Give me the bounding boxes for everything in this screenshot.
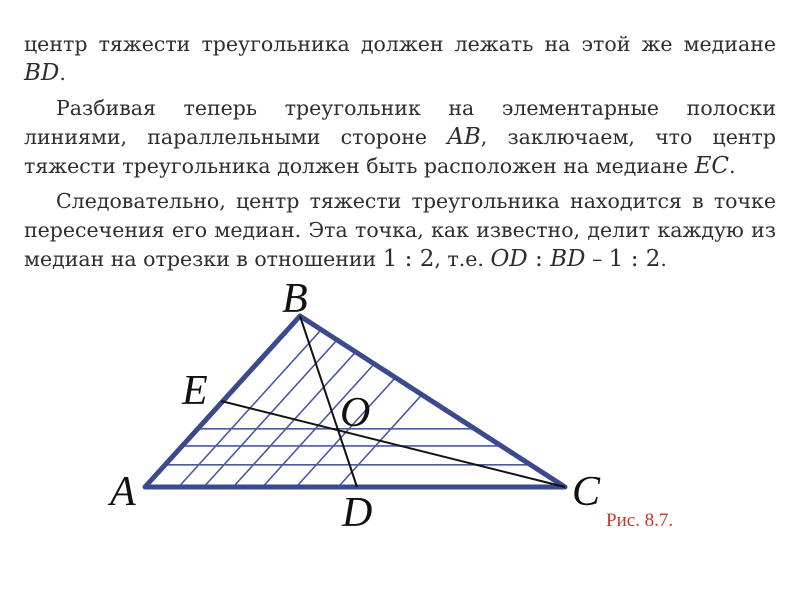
text-run: . [59,61,66,85]
text-run: центр тяжести треугольника должен лежать на этой же медиане [24,32,776,56]
math-ratio: 1 : 2 [382,246,435,272]
label-o: O [340,390,371,436]
label-d: D [342,490,373,536]
label-a: A [110,469,136,515]
label-c: C [572,469,601,515]
math-symbol: AB [447,124,481,150]
body-text [24,30,776,280]
text-run: , т.е. [434,247,491,271]
paragraph-1 [24,30,776,88]
math-ratio: 1 : 2 [608,246,661,272]
text-run: – [585,247,609,271]
text-run: , заключаем, что центр тяжести треугольника должен быть расположен на медиане [24,125,776,178]
triangle-figure [0,270,800,590]
math-symbol: EC [694,153,729,179]
figure-caption: Рис. 8.7. [606,510,674,531]
math-symbol: OD [490,246,528,272]
label-e: E [182,368,208,414]
paragraph-3 [24,187,776,274]
math-ratio: : [527,246,551,272]
text-run: Следовательно, центр тяжести треугольника находится в точке пересечения его медиан. Эта точка, как известно, делит каждую из медиан на отрезки в отношении [24,189,776,271]
paragraph-2 [24,94,776,181]
text-run: . [660,247,667,271]
text-run: Разбивая теперь треугольник на элементарные полоски линиями, параллельными стороне [24,96,776,149]
text-run: . [728,154,736,178]
math-symbol: BD [550,246,586,272]
math-symbol: BD [24,60,60,86]
label-b: B [282,276,308,322]
